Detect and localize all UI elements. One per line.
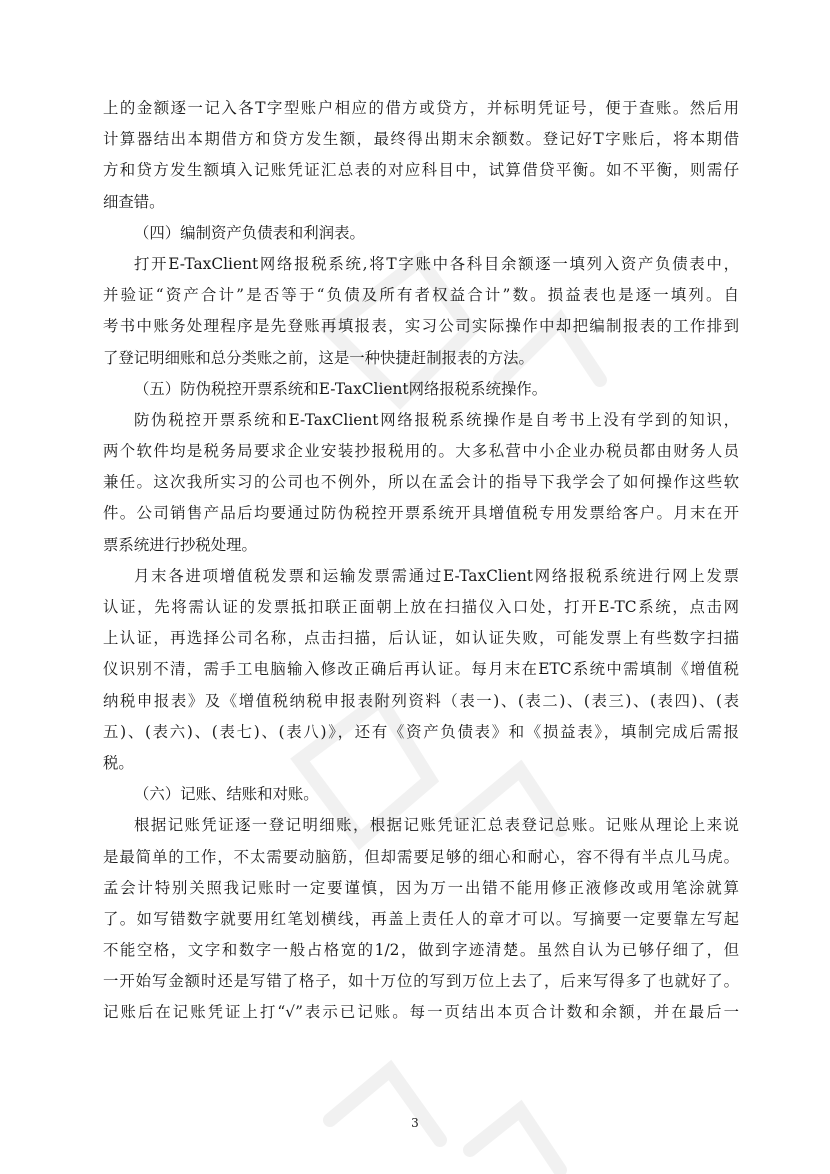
text-line: 了。如写错数字就要用红笔划横线，再盖上责任人的章才可以。写摘要一定要靠左写起 [103,909,739,928]
text-line: 件。公司销售产品后均要通过防伪税控开票系统开具增值税专用发票给客户。月末在开 [103,504,739,523]
text-line: 纳税申报表》及《增值税纳税申报表附列资料（表一)、(表二)、(表三)、(表四)、(表 [103,691,739,710]
text-line: 打开E-TaxClient网络报税系统,将T字账中各科目余额逐一填列入资产负债表中， [134,254,739,273]
text-line: 记账后在记账凭证上打“√”表示已记账。每一页结出本页合计数和余额，并在最后一 [103,1003,739,1022]
text-line: 认证，先将需认证的发票抵扣联正面朝上放在扫描仪入口处，打开E-TC系统，点击网 [103,598,739,616]
text-line: 计算器结出本期借方和贷方发生额，最终得出期末余额数。登记好T字账后，将本期借 [103,130,739,149]
text-line: 防伪税控开票系统和E-TaxClient网络报税系统操作是自考书上没有学到的知识， [134,410,739,429]
text-line: 孟会计特别关照我记账时一定要谨慎，因为万一出错不能用修正液修改或用笔涂就算 [103,878,739,897]
text-line: 根据记账凭证逐一登记明细账，根据记账凭证汇总表登记总账。记账从理论上来说 [134,816,739,835]
text-line: 月末各进项增值税发票和运输发票需通过E-TaxClient网络报税系统进行网上发票 [134,566,739,585]
text-line: 税。 [103,753,134,772]
text-line: 细查错。 [103,192,165,211]
text-line: 是最简单的工作，不太需要动脑筋，但却需要足够的细心和耐心，容不得有半点儿马虎。 [103,847,739,866]
text-line: （四）编制资产负债表和利润表。 [134,223,365,242]
text-line: 并验证“资产合计”是否等于“负债及所有者权益合计”数。损益表也是逐一填列。自 [103,286,739,305]
text-line: 方和贷方发生额填入记账凭证汇总表的对应科目中，试算借贷平衡。如不平衡，则需仔 [103,161,739,180]
text-line: 上的金额逐一记入各T字型账户相应的借方或贷方，并标明凭证号，便于查账。然后用 [103,99,739,117]
text-line: 票系统进行抄税处理。 [103,535,257,554]
text-line: 了登记明细账和总分类账之前，这是一种快捷赶制报表的方法。 [103,348,534,367]
text-line: 两个软件均是税务局要求企业安装抄报税用的。大多私营中小企业办税员都由财务人员 [103,442,739,461]
document-body [103,93,739,1029]
text-line: （六）记账、结账和对账。 [134,785,319,804]
text-line: （五）防伪税控开票系统和E-TaxClient网络报税系统操作。 [134,379,548,398]
text-line: 不能空格，文字和数字一般占格宽的1/2，做到字迹清楚。虽然自认为已够仔细了，但 [103,941,739,960]
text-line: 兼任。这次我所实习的公司也不例外，所以在孟会计的指导下我学会了如何操作这些软 [103,473,739,492]
text-line: 上认证，再选择公司名称，点击扫描，后认证，如认证失败，可能发票上有些数字扫描 [103,629,739,648]
text-line: 一开始写金额时还是写错了格子，如十万位的写到万位上去了，后来写得多了也就好了。 [103,972,739,991]
text-line: 考书中账务处理程序是先登账再填报表，实习公司实际操作中却把编制报表的工作排到 [103,317,739,336]
text-line: 仪识别不清，需手工电脑输入修改正确后再认证。每月末在ETC系统中需填制《增值税 [103,660,739,679]
text-line: 五)、(表六)、(表七)、(表八)》，还有《资产负债表》和《损益表》，填制完成后需报 [103,722,739,741]
page-number: 3 [411,1116,419,1130]
